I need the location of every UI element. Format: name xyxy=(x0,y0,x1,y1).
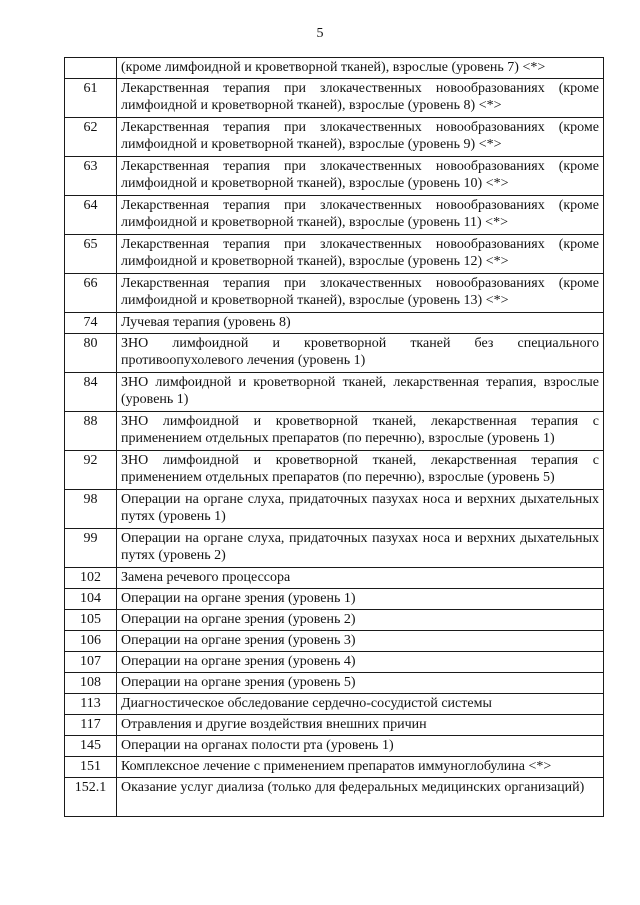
row-description: Операции на органе слуха, придаточных пазухах носа и верхних дыхательных путях (уровень 2) xyxy=(117,529,604,568)
row-code: 152.1 xyxy=(65,778,117,817)
table-row xyxy=(65,118,604,157)
table-row xyxy=(65,334,604,373)
row-description: Замена речевого процессора xyxy=(117,568,604,589)
row-description: Операции на органе слуха, придаточных пазухах носа и верхних дыхательных путях (уровень 1) xyxy=(117,490,604,529)
row-code: 63 xyxy=(65,157,117,196)
row-code: 105 xyxy=(65,610,117,631)
code-table xyxy=(64,57,604,817)
row-description: Лучевая терапия (уровень 8) xyxy=(117,313,604,334)
table-row xyxy=(65,157,604,196)
table-row xyxy=(65,694,604,715)
row-code: 104 xyxy=(65,589,117,610)
row-description: (кроме лимфоидной и кроветворной тканей), взрослые (уровень 7) <*> xyxy=(117,58,604,79)
table-row xyxy=(65,610,604,631)
table-row xyxy=(65,274,604,313)
row-code: 92 xyxy=(65,451,117,490)
table-row xyxy=(65,631,604,652)
row-description: Операции на органе зрения (уровень 5) xyxy=(117,673,604,694)
row-description: ЗНО лимфоидной и кроветворной тканей без специального противоопухолевого лечения (уровень 1) xyxy=(117,334,604,373)
table-row xyxy=(65,196,604,235)
row-description: Оказание услуг диализа (только для федеральных медицинских организаций) xyxy=(117,778,604,817)
table-row xyxy=(65,568,604,589)
row-description: Лекарственная терапия при злокачественных новообразованиях (кроме лимфоидной и кроветворной тканей), взрослые (уровень 10) <*> xyxy=(117,157,604,196)
table-row xyxy=(65,490,604,529)
row-code: 99 xyxy=(65,529,117,568)
row-description: Лекарственная терапия при злокачественных новообразованиях (кроме лимфоидной и кроветворной тканей), взрослые (уровень 12) <*> xyxy=(117,235,604,274)
table-row xyxy=(65,79,604,118)
row-description: Лекарственная терапия при злокачественных новообразованиях (кроме лимфоидной и кроветворной тканей), взрослые (уровень 8) <*> xyxy=(117,79,604,118)
row-code: 102 xyxy=(65,568,117,589)
row-code: 107 xyxy=(65,652,117,673)
row-code: 106 xyxy=(65,631,117,652)
row-description: ЗНО лимфоидной и кроветворной тканей, лекарственная терапия с применением отдельных препаратов (по перечню), взрослые (уровень 1) xyxy=(117,412,604,451)
table-row xyxy=(65,412,604,451)
row-description: Лекарственная терапия при злокачественных новообразованиях (кроме лимфоидной и кроветворной тканей), взрослые (уровень 13) <*> xyxy=(117,274,604,313)
row-code: 108 xyxy=(65,673,117,694)
page-number: 5 xyxy=(316,26,324,41)
table-row xyxy=(65,313,604,334)
table-row xyxy=(65,673,604,694)
table-row xyxy=(65,235,604,274)
row-description: Операции на органе зрения (уровень 3) xyxy=(117,631,604,652)
row-code: 113 xyxy=(65,694,117,715)
row-code: 151 xyxy=(65,757,117,778)
row-code xyxy=(65,58,117,79)
table-row xyxy=(65,529,604,568)
row-code: 62 xyxy=(65,118,117,157)
table-row xyxy=(65,715,604,736)
row-description: ЗНО лимфоидной и кроветворной тканей, лекарственная терапия, взрослые (уровень 1) xyxy=(117,373,604,412)
table-row xyxy=(65,652,604,673)
row-description: Операции на органе зрения (уровень 1) xyxy=(117,589,604,610)
table-row xyxy=(65,757,604,778)
row-description: Комплексное лечение с применением препаратов иммуноглобулина <*> xyxy=(117,757,604,778)
row-description: Лекарственная терапия при злокачественных новообразованиях (кроме лимфоидной и кроветворной тканей), взрослые (уровень 11) <*> xyxy=(117,196,604,235)
row-description: Операции на органе зрения (уровень 4) xyxy=(117,652,604,673)
row-description: Отравления и другие воздействия внешних причин xyxy=(117,715,604,736)
row-code: 61 xyxy=(65,79,117,118)
table-row xyxy=(65,589,604,610)
row-code: 74 xyxy=(65,313,117,334)
row-code: 80 xyxy=(65,334,117,373)
row-code: 145 xyxy=(65,736,117,757)
row-code: 64 xyxy=(65,196,117,235)
table-row xyxy=(65,373,604,412)
row-description: Лекарственная терапия при злокачественных новообразованиях (кроме лимфоидной и кроветворной тканей), взрослые (уровень 9) <*> xyxy=(117,118,604,157)
table-row xyxy=(65,451,604,490)
row-code: 66 xyxy=(65,274,117,313)
row-description: ЗНО лимфоидной и кроветворной тканей, лекарственная терапия с применением отдельных препаратов (по перечню), взрослые (уровень 5) xyxy=(117,451,604,490)
row-code: 65 xyxy=(65,235,117,274)
row-code: 84 xyxy=(65,373,117,412)
row-code: 98 xyxy=(65,490,117,529)
table-row xyxy=(65,778,604,817)
row-description: Диагностическое обследование сердечно-сосудистой системы xyxy=(117,694,604,715)
table-row xyxy=(65,58,604,79)
row-code: 117 xyxy=(65,715,117,736)
row-description: Операции на органах полости рта (уровень 1) xyxy=(117,736,604,757)
row-description: Операции на органе зрения (уровень 2) xyxy=(117,610,604,631)
row-code: 88 xyxy=(65,412,117,451)
table-row xyxy=(65,736,604,757)
